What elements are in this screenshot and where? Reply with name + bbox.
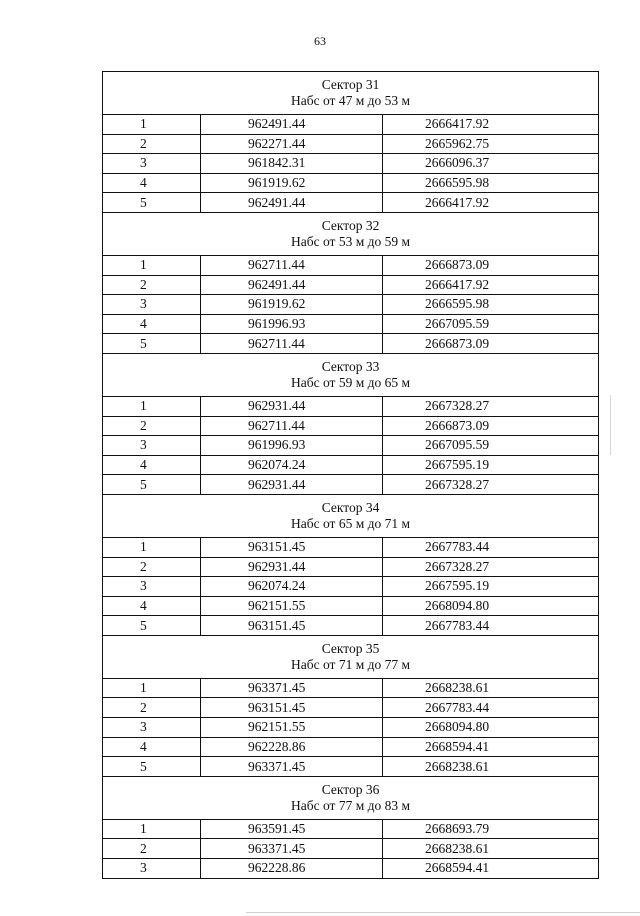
table-row [103,314,599,334]
point-number: 4 [103,173,201,193]
coordinate-y: 2667328.27 [383,396,599,416]
point-number: 3 [103,295,201,315]
coordinates-table [102,71,599,879]
coordinate-y: 2668594.41 [383,737,599,757]
table-row [103,678,599,698]
point-number: 2 [103,134,201,154]
coordinate-y: 2667783.44 [383,616,599,636]
point-number: 1 [103,396,201,416]
coordinate-x: 963151.45 [201,616,383,636]
table-row [103,455,599,475]
sector-height-range: Набс от 77 м до 83 м [291,797,411,813]
coordinate-y: 2668693.79 [383,819,599,839]
coordinate-y: 2668238.61 [383,678,599,698]
coordinate-x: 962931.44 [201,475,383,495]
coordinate-y: 2666417.92 [383,115,599,135]
table-row [103,718,599,738]
point-number: 3 [103,577,201,597]
sector-header [103,494,599,537]
coordinate-y: 2667595.19 [383,577,599,597]
sector-height-range: Набс от 71 м до 77 м [291,656,411,672]
coordinate-y: 2666595.98 [383,173,599,193]
coordinate-y: 2666417.92 [383,193,599,213]
table-row [103,396,599,416]
coordinate-y: 2666873.09 [383,334,599,354]
point-number: 3 [103,436,201,456]
table-row [103,115,599,135]
coordinate-y: 2666595.98 [383,295,599,315]
coordinate-y: 2667328.27 [383,557,599,577]
sector-height-range: Набс от 53 м до 59 м [291,233,411,249]
table-row [103,173,599,193]
coordinates-table-body [103,72,599,879]
coordinate-y: 2668094.80 [383,718,599,738]
point-number: 2 [103,698,201,718]
coordinate-x: 962711.44 [201,334,383,354]
point-number: 4 [103,737,201,757]
page-number: 63 [314,34,326,48]
coordinate-x: 961919.62 [201,295,383,315]
coordinate-x: 962491.44 [201,275,383,295]
sector-header [103,635,599,678]
coordinate-x: 963371.45 [201,757,383,777]
sector-header [103,212,599,255]
point-number: 5 [103,757,201,777]
table-row [103,819,599,839]
coordinate-x: 961996.93 [201,314,383,334]
table-row [103,757,599,777]
coordinate-x: 962491.44 [201,193,383,213]
table-row [103,537,599,557]
coordinate-x: 962931.44 [201,557,383,577]
table-row [103,616,599,636]
sector-title: Сектор 31 [321,77,380,92]
sector-header [103,776,599,819]
table-row [103,416,599,436]
sector-header [103,353,599,396]
sector-header-row [103,635,599,678]
point-number: 3 [103,718,201,738]
sector-title: Сектор 32 [321,217,380,233]
coordinate-y: 2668094.80 [383,596,599,616]
point-number: 5 [103,193,201,213]
table-row [103,557,599,577]
coordinate-x: 962491.44 [201,115,383,135]
scan-artifact-line [610,395,611,455]
table-row [103,737,599,757]
coordinate-y: 2666873.09 [383,255,599,275]
sector-title: Сектор 35 [321,640,380,656]
sector-header-row [103,776,599,819]
point-number: 4 [103,455,201,475]
point-number: 5 [103,475,201,495]
point-number: 4 [103,314,201,334]
sector-header-row [103,353,599,396]
coordinate-x: 962228.86 [201,859,383,879]
coordinate-x: 961996.93 [201,436,383,456]
coordinate-y: 2667095.59 [383,314,599,334]
point-number: 3 [103,859,201,879]
coordinate-y: 2667095.59 [383,436,599,456]
sector-header-row [103,494,599,537]
coordinate-x: 962074.24 [201,577,383,597]
point-number: 2 [103,557,201,577]
table-row [103,134,599,154]
sector-header-row [103,212,599,255]
coordinate-y: 2668238.61 [383,839,599,859]
table-row [103,275,599,295]
coordinate-x: 961919.62 [201,173,383,193]
sector-height-range: Набс от 65 м до 71 м [291,515,411,531]
point-number: 2 [103,839,201,859]
table-row [103,596,599,616]
sector-title: Сектор 36 [321,781,380,797]
coordinate-x: 963371.45 [201,678,383,698]
sector-height-range: Набс от 59 м до 65 м [291,374,411,390]
coordinate-y: 2665962.75 [383,134,599,154]
point-number: 2 [103,416,201,436]
coordinate-y: 2666873.09 [383,416,599,436]
coordinate-x: 962151.55 [201,718,383,738]
coordinate-y: 2667328.27 [383,475,599,495]
point-number: 4 [103,596,201,616]
scan-artifact-line [246,912,640,913]
coordinate-y: 2667783.44 [383,698,599,718]
table-row [103,839,599,859]
coordinate-x: 962228.86 [201,737,383,757]
table-row [103,436,599,456]
table-row [103,698,599,718]
table-row [103,334,599,354]
table-row [103,193,599,213]
table-row [103,859,599,879]
coordinate-y: 2667783.44 [383,537,599,557]
coordinate-x: 962931.44 [201,396,383,416]
coordinate-y: 2666417.92 [383,275,599,295]
point-number: 5 [103,334,201,354]
coordinate-x: 962711.44 [201,255,383,275]
table-row [103,577,599,597]
sector-header [103,72,599,115]
table-row [103,154,599,174]
sector-title: Сектор 33 [321,358,380,374]
sector-header-row [103,72,599,115]
coordinate-x: 962074.24 [201,455,383,475]
coordinate-x: 963371.45 [201,839,383,859]
coordinate-y: 2668594.41 [383,859,599,879]
coordinate-x: 962151.55 [201,596,383,616]
point-number: 1 [103,819,201,839]
table-row [103,255,599,275]
sector-title: Сектор 34 [321,499,380,515]
point-number: 1 [103,115,201,135]
point-number: 5 [103,616,201,636]
coordinate-x: 961842.31 [201,154,383,174]
coordinate-x: 962271.44 [201,134,383,154]
table-row [103,295,599,315]
point-number: 2 [103,275,201,295]
coordinate-x: 963591.45 [201,819,383,839]
coordinate-y: 2668238.61 [383,757,599,777]
coordinate-x: 962711.44 [201,416,383,436]
coordinate-x: 963151.45 [201,537,383,557]
point-number: 1 [103,255,201,275]
sector-height-range: Набс от 47 м до 53 м [291,93,411,108]
table-row [103,475,599,495]
coordinate-x: 963151.45 [201,698,383,718]
point-number: 1 [103,678,201,698]
point-number: 3 [103,154,201,174]
coordinate-y: 2667595.19 [383,455,599,475]
coordinate-y: 2666096.37 [383,154,599,174]
point-number: 1 [103,537,201,557]
